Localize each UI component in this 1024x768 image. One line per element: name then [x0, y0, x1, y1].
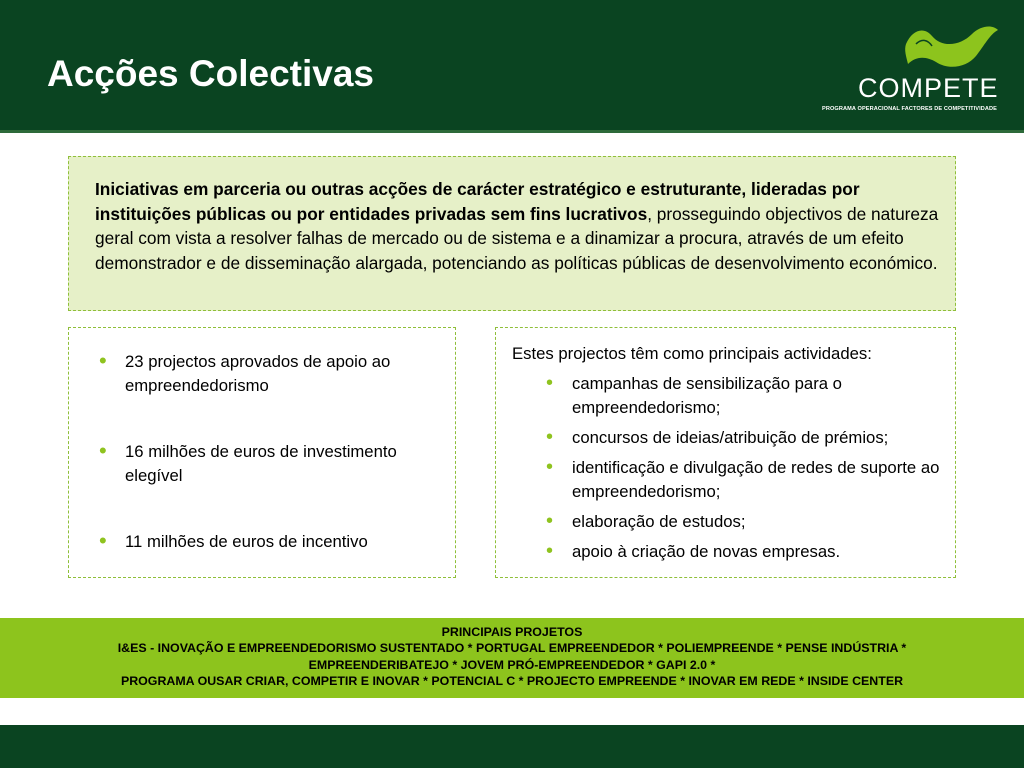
bullet-icon: • — [99, 438, 107, 463]
band-heading: PRINCIPAIS PROJETOS — [441, 625, 583, 639]
logo-subtitle: PROGRAMA OPERACIONAL FACTORES DE COMPETITIVIDADE — [822, 106, 998, 112]
stat-item — [99, 530, 449, 554]
bullet-icon: • — [546, 456, 554, 478]
band-line: I&ES - INOVAÇÃO E EMPREENDEDORISMO SUSTENTADO * PORTUGAL EMPREENDEDOR * POLIEMPREENDE * PENSE INDÚSTRIA * — [117, 641, 907, 656]
activity-text: apoio à criação de novas empresas. — [572, 542, 841, 561]
band-line: EMPREENDERIBATEJO * JOVEM PRÓ-EMPREENDEDOR * GAPI 2.0 * — [308, 657, 716, 672]
bullet-icon: • — [546, 540, 554, 562]
bullet-icon: • — [546, 510, 554, 532]
page-title: Acções Colectivas — [47, 53, 375, 94]
stat-text: 16 milhões de euros de investimento elegível — [125, 442, 397, 485]
stat-item — [99, 350, 449, 398]
intro-rest-text: , prosseguindo objectivos de natureza geral com vista a resolver falhas de mercado ou de sistema e a dinamizar a procura, através de um efeito demonstrador e de disseminação alargada, potenciando as políticas públicas de desenvolvimento económico. — [95, 203, 939, 273]
activities-intro: Estes projectos têm como principais actividades: — [512, 344, 872, 363]
stats-list — [99, 350, 449, 554]
bullet-icon: • — [546, 372, 554, 394]
activity-item — [512, 372, 949, 420]
activity-item — [512, 426, 949, 450]
stat-item — [99, 440, 449, 488]
bullet-icon: • — [99, 348, 107, 373]
footer-bar — [0, 725, 1024, 768]
intro-box — [68, 156, 956, 311]
activity-item — [512, 510, 949, 534]
stats-box — [68, 327, 456, 578]
stat-text: 23 projectos aprovados de apoio ao empreendedorismo — [125, 352, 391, 395]
logo-wordmark: COMPETE — [858, 73, 999, 103]
activity-text: campanhas de sensibilização para o empreendedorismo; — [572, 374, 842, 417]
band-line: PROGRAMA OUSAR CRIAR, COMPETIR E INOVAR * POTENCIAL C * PROJECTO EMPREENDE * INOVAR EM REDE * INSIDE CENTER — [120, 673, 904, 688]
activities-list — [512, 372, 949, 564]
activity-item — [512, 456, 949, 504]
activity-text: identificação e divulgação de redes de suporte ao empreendedorismo; — [572, 458, 940, 501]
stat-text: 11 milhões de euros de incentivo — [125, 532, 368, 551]
projects-band — [0, 618, 1024, 698]
bullet-icon: • — [546, 426, 554, 448]
intro-bold-text: Iniciativas em parceria ou outras acções de carácter estratégico e estruturante, lideradas por instituições públicas ou por entidades privadas sem fins lucrativos — [95, 179, 860, 224]
activity-text: concursos de ideias/atribuição de prémios; — [572, 428, 889, 447]
bullet-icon: • — [99, 528, 107, 553]
activity-text: elaboração de estudos; — [572, 512, 746, 531]
activities-box — [495, 327, 956, 578]
header-divider — [0, 130, 1024, 133]
activity-item — [512, 540, 949, 564]
